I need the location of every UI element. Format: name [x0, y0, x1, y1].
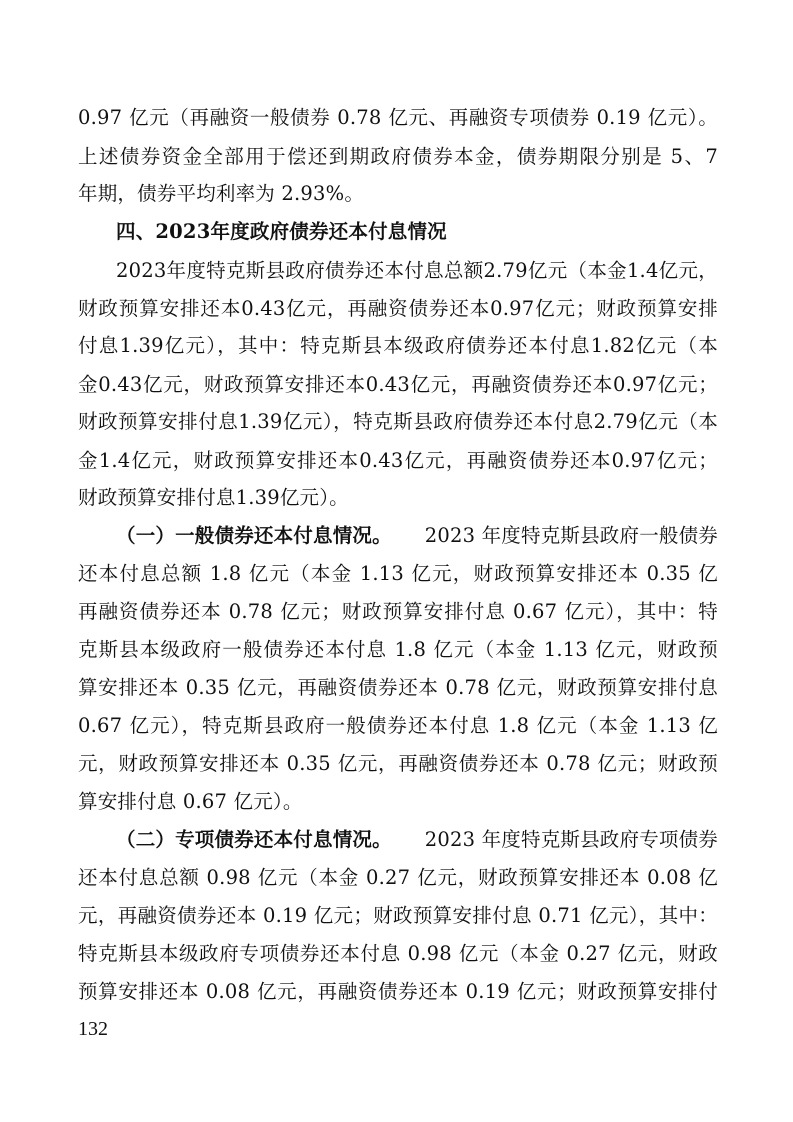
text-line: 付息1.39亿元），其中：特克斯县本级政府债券还本付息1.82亿元（本 — [78, 334, 718, 357]
subsection-title: （二）专项债券还本付息情况。 — [116, 828, 392, 851]
text-line: 还本付息总额 1.8 亿元（本金 1.13 亿元，财政预算安排还本 0.35 亿 — [78, 562, 718, 585]
text-line: 财政预算安排还本0.43亿元，再融资债券还本0.97亿元；财政预算安排 — [78, 297, 718, 320]
text-line: 还本付息总额 0.98 亿元（本金 0.27 亿元，财政预算安排还本 0.08 亿 — [78, 866, 718, 889]
section-heading: 四、2023年度政府债券还本付息情况 — [116, 220, 447, 243]
subsection-line — [116, 523, 718, 549]
text-span: 2023 年度特克斯县政府一般债券 — [424, 524, 718, 547]
text-line: 0.97 亿元（再融资一般债券 0.78 亿元、再融资专项债券 0.19 亿元）。 — [78, 106, 718, 129]
subsection-title: （一）一般债券还本付息情况。 — [116, 524, 392, 547]
text-span: 2023 年度特克斯县政府专项债券 — [424, 828, 718, 851]
text-line: 算安排还本 0.35 亿元，再融资债券还本 0.78 亿元，财政预算安排付息 — [78, 676, 718, 699]
text-line: 上述债券资金全部用于偿还到期政府债券本金，债券期限分别是 5、7 — [78, 145, 718, 168]
subsection-line — [116, 827, 718, 853]
text-line: 再融资债券还本 0.78 亿元；财政预算安排付息 0.67 亿元），其中：特 — [78, 600, 718, 623]
page-number: 132 — [78, 1018, 108, 1040]
text-line: 算安排付息 0.67 亿元）。 — [78, 790, 303, 813]
text-line: 金0.43亿元，财政预算安排还本0.43亿元，再融资债券还本0.97亿元； — [78, 373, 718, 396]
text-line: 预算安排还本 0.08 亿元，再融资债券还本 0.19 亿元；财政预算安排付 — [78, 980, 718, 1003]
text-line: 2023年度特克斯县政府债券还本付息总额2.79亿元（本金1.4亿元， — [116, 259, 718, 282]
text-line: 特克斯县本级政府专项债券还本付息 0.98 亿元（本金 0.27 亿元，财政 — [78, 942, 718, 965]
text-line: 元，财政预算安排还本 0.35 亿元，再融资债券还本 0.78 亿元；财政预 — [78, 752, 718, 775]
text-line: 金1.4亿元，财政预算安排还本0.43亿元，再融资债券还本0.97亿元； — [78, 449, 718, 472]
text-line: 财政预算安排付息1.39亿元）。 — [78, 486, 349, 509]
text-line: 年期，债券平均利率为 2.93%。 — [78, 182, 365, 205]
text-line: 0.67 亿元），特克斯县政府一般债券还本付息 1.8 亿元（本金 1.13 亿 — [78, 714, 718, 737]
text-line: 元，再融资债券还本 0.19 亿元；财政预算安排付息 0.71 亿元），其中： — [78, 904, 718, 927]
text-line: 克斯县本级政府一般债券还本付息 1.8 亿元（本金 1.13 亿元，财政预 — [78, 638, 718, 661]
text-line: 财政预算安排付息1.39亿元），特克斯县政府债券还本付息2.79亿元（本 — [78, 410, 718, 433]
